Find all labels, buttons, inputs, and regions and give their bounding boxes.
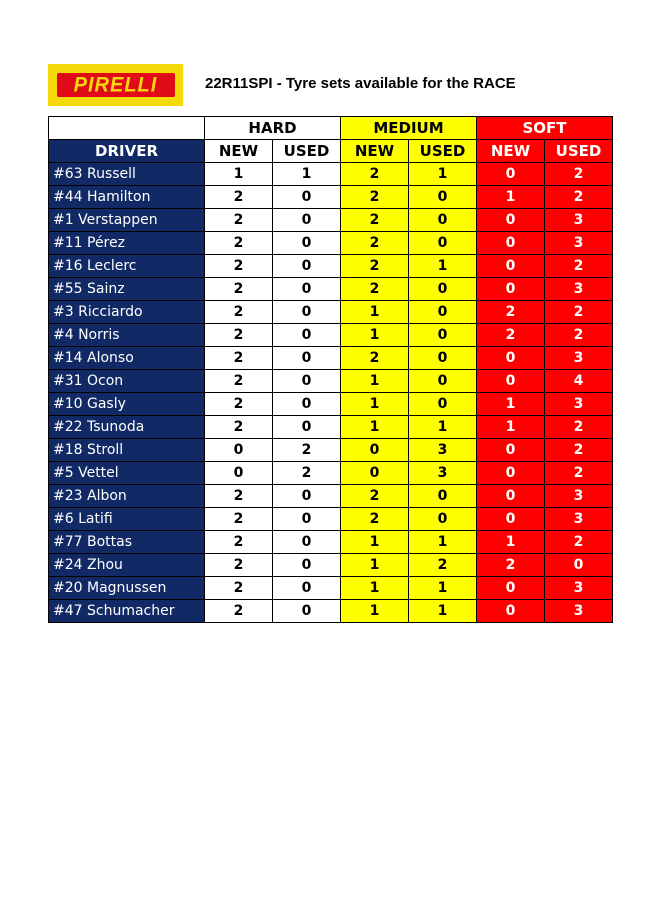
- tyre-sets-table: [48, 116, 613, 623]
- pirelli-logo-text: PIRELLI: [73, 72, 158, 97]
- hard-new-cell: 2: [205, 554, 273, 577]
- hard-new-cell: 2: [205, 232, 273, 255]
- medium-new-cell: 2: [341, 255, 409, 278]
- pirelli-logo-badge: [57, 73, 175, 97]
- hard-compound-header: HARD: [205, 117, 341, 140]
- soft-new-cell: 1: [477, 186, 545, 209]
- soft-new-header: NEW: [477, 140, 545, 163]
- medium-new-cell: 2: [341, 347, 409, 370]
- hard-used-cell: 1: [273, 163, 341, 186]
- medium-used-cell: 1: [409, 416, 477, 439]
- driver-column-header: DRIVER: [49, 140, 205, 163]
- soft-new-cell: 0: [477, 462, 545, 485]
- driver-rows: [49, 163, 613, 623]
- hard-new-cell: 2: [205, 186, 273, 209]
- hard-new-cell: 2: [205, 347, 273, 370]
- driver-name-cell: #44 Hamilton: [49, 186, 205, 209]
- soft-new-cell: 1: [477, 393, 545, 416]
- driver-name-cell: #23 Albon: [49, 485, 205, 508]
- hard-new-cell: 2: [205, 508, 273, 531]
- medium-used-cell: 0: [409, 232, 477, 255]
- soft-new-cell: 0: [477, 255, 545, 278]
- hard-new-cell: 2: [205, 393, 273, 416]
- medium-new-cell: 2: [341, 508, 409, 531]
- hard-new-cell: 0: [205, 439, 273, 462]
- medium-used-cell: 0: [409, 347, 477, 370]
- hard-new-cell: 2: [205, 255, 273, 278]
- medium-compound-header: MEDIUM: [341, 117, 477, 140]
- driver-name-cell: #1 Verstappen: [49, 209, 205, 232]
- soft-used-cell: 2: [545, 439, 613, 462]
- soft-new-cell: 1: [477, 531, 545, 554]
- hard-new-cell: 2: [205, 531, 273, 554]
- medium-new-cell: 2: [341, 186, 409, 209]
- medium-new-header: NEW: [341, 140, 409, 163]
- driver-row: [49, 554, 613, 577]
- driver-row: [49, 462, 613, 485]
- soft-compound-header: SOFT: [477, 117, 613, 140]
- hard-used-cell: 0: [273, 577, 341, 600]
- driver-row: [49, 600, 613, 623]
- soft-used-cell: 2: [545, 301, 613, 324]
- hard-used-cell: 0: [273, 301, 341, 324]
- driver-name-cell: #10 Gasly: [49, 393, 205, 416]
- driver-row: [49, 163, 613, 186]
- medium-new-cell: 1: [341, 393, 409, 416]
- soft-used-header: USED: [545, 140, 613, 163]
- medium-used-header: USED: [409, 140, 477, 163]
- medium-used-cell: 1: [409, 531, 477, 554]
- column-header-row: [49, 140, 613, 163]
- medium-used-cell: 0: [409, 186, 477, 209]
- driver-name-cell: #16 Leclerc: [49, 255, 205, 278]
- driver-row: [49, 278, 613, 301]
- medium-new-cell: 0: [341, 462, 409, 485]
- driver-row: [49, 439, 613, 462]
- medium-used-cell: 1: [409, 600, 477, 623]
- soft-new-cell: 2: [477, 324, 545, 347]
- hard-used-cell: 0: [273, 485, 341, 508]
- medium-used-cell: 1: [409, 577, 477, 600]
- soft-new-cell: 0: [477, 278, 545, 301]
- soft-used-cell: 3: [545, 508, 613, 531]
- soft-new-cell: 0: [477, 485, 545, 508]
- driver-row: [49, 324, 613, 347]
- soft-used-cell: 3: [545, 209, 613, 232]
- driver-row: [49, 577, 613, 600]
- compound-header-row: [49, 117, 613, 140]
- hard-used-cell: 2: [273, 462, 341, 485]
- driver-name-cell: #4 Norris: [49, 324, 205, 347]
- driver-row: [49, 301, 613, 324]
- soft-used-cell: 2: [545, 255, 613, 278]
- soft-used-cell: 2: [545, 462, 613, 485]
- hard-used-cell: 0: [273, 324, 341, 347]
- soft-new-cell: 0: [477, 508, 545, 531]
- medium-used-cell: 2: [409, 554, 477, 577]
- hard-new-cell: 2: [205, 370, 273, 393]
- medium-used-cell: 0: [409, 393, 477, 416]
- medium-used-cell: 1: [409, 255, 477, 278]
- medium-new-cell: 1: [341, 600, 409, 623]
- soft-new-cell: 0: [477, 370, 545, 393]
- hard-used-cell: 0: [273, 600, 341, 623]
- soft-new-cell: 1: [477, 416, 545, 439]
- hard-new-cell: 2: [205, 416, 273, 439]
- soft-new-cell: 0: [477, 163, 545, 186]
- driver-name-cell: #24 Zhou: [49, 554, 205, 577]
- medium-used-cell: 0: [409, 508, 477, 531]
- soft-used-cell: 0: [545, 554, 613, 577]
- driver-row: [49, 370, 613, 393]
- soft-used-cell: 2: [545, 163, 613, 186]
- medium-used-cell: 0: [409, 324, 477, 347]
- soft-new-cell: 0: [477, 600, 545, 623]
- soft-used-cell: 4: [545, 370, 613, 393]
- hard-used-cell: 0: [273, 209, 341, 232]
- medium-used-cell: 0: [409, 209, 477, 232]
- medium-used-cell: 0: [409, 485, 477, 508]
- hard-used-cell: 0: [273, 370, 341, 393]
- driver-name-cell: #31 Ocon: [49, 370, 205, 393]
- medium-new-cell: 1: [341, 370, 409, 393]
- medium-used-cell: 1: [409, 163, 477, 186]
- soft-new-cell: 0: [477, 209, 545, 232]
- driver-row: [49, 255, 613, 278]
- soft-new-cell: 0: [477, 232, 545, 255]
- hard-used-cell: 0: [273, 531, 341, 554]
- driver-name-cell: #47 Schumacher: [49, 600, 205, 623]
- medium-new-cell: 1: [341, 301, 409, 324]
- medium-new-cell: 1: [341, 531, 409, 554]
- soft-new-cell: 0: [477, 439, 545, 462]
- driver-row: [49, 209, 613, 232]
- hard-used-cell: 0: [273, 393, 341, 416]
- hard-new-cell: 2: [205, 600, 273, 623]
- soft-used-cell: 3: [545, 278, 613, 301]
- soft-used-cell: 3: [545, 232, 613, 255]
- driver-row: [49, 531, 613, 554]
- medium-new-cell: 1: [341, 416, 409, 439]
- document-title: 22R11SPI - Tyre sets available for the RACE: [205, 75, 516, 92]
- medium-new-cell: 2: [341, 485, 409, 508]
- driver-name-cell: #63 Russell: [49, 163, 205, 186]
- soft-new-cell: 0: [477, 347, 545, 370]
- soft-used-cell: 3: [545, 577, 613, 600]
- driver-name-cell: #18 Stroll: [49, 439, 205, 462]
- hard-new-cell: 2: [205, 209, 273, 232]
- soft-used-cell: 2: [545, 324, 613, 347]
- medium-new-cell: 1: [341, 324, 409, 347]
- pirelli-logo: [48, 64, 183, 106]
- medium-used-cell: 0: [409, 370, 477, 393]
- driver-row: [49, 416, 613, 439]
- soft-new-cell: 0: [477, 577, 545, 600]
- hard-new-cell: 2: [205, 324, 273, 347]
- hard-new-cell: 0: [205, 462, 273, 485]
- soft-used-cell: 3: [545, 393, 613, 416]
- soft-used-cell: 3: [545, 485, 613, 508]
- hard-used-cell: 0: [273, 186, 341, 209]
- hard-new-cell: 1: [205, 163, 273, 186]
- medium-used-cell: 0: [409, 301, 477, 324]
- soft-used-cell: 3: [545, 600, 613, 623]
- driver-row: [49, 485, 613, 508]
- driver-row: [49, 393, 613, 416]
- hard-used-cell: 2: [273, 439, 341, 462]
- medium-new-cell: 2: [341, 209, 409, 232]
- medium-new-cell: 2: [341, 278, 409, 301]
- driver-name-cell: #14 Alonso: [49, 347, 205, 370]
- driver-name-cell: #3 Ricciardo: [49, 301, 205, 324]
- hard-new-cell: 2: [205, 577, 273, 600]
- driver-name-cell: #22 Tsunoda: [49, 416, 205, 439]
- medium-new-cell: 0: [341, 439, 409, 462]
- medium-new-cell: 1: [341, 554, 409, 577]
- soft-new-cell: 2: [477, 301, 545, 324]
- soft-used-cell: 3: [545, 347, 613, 370]
- driver-row: [49, 347, 613, 370]
- hard-used-cell: 0: [273, 255, 341, 278]
- medium-new-cell: 2: [341, 232, 409, 255]
- soft-used-cell: 2: [545, 186, 613, 209]
- driver-row: [49, 232, 613, 255]
- soft-used-cell: 2: [545, 531, 613, 554]
- hard-new-header: NEW: [205, 140, 273, 163]
- medium-used-cell: 3: [409, 439, 477, 462]
- driver-name-cell: #5 Vettel: [49, 462, 205, 485]
- hard-new-cell: 2: [205, 278, 273, 301]
- medium-used-cell: 3: [409, 462, 477, 485]
- hard-new-cell: 2: [205, 301, 273, 324]
- hard-used-cell: 0: [273, 347, 341, 370]
- driver-name-cell: #20 Magnussen: [49, 577, 205, 600]
- driver-name-cell: #6 Latifi: [49, 508, 205, 531]
- hard-used-cell: 0: [273, 278, 341, 301]
- soft-new-cell: 2: [477, 554, 545, 577]
- medium-new-cell: 1: [341, 577, 409, 600]
- soft-used-cell: 2: [545, 416, 613, 439]
- hard-used-cell: 0: [273, 554, 341, 577]
- hard-new-cell: 2: [205, 485, 273, 508]
- hard-used-cell: 0: [273, 416, 341, 439]
- hard-used-header: USED: [273, 140, 341, 163]
- driver-name-cell: #77 Bottas: [49, 531, 205, 554]
- hard-used-cell: 0: [273, 508, 341, 531]
- medium-new-cell: 2: [341, 163, 409, 186]
- driver-row: [49, 186, 613, 209]
- hard-used-cell: 0: [273, 232, 341, 255]
- header-blank-cell: [49, 117, 205, 140]
- driver-name-cell: #55 Sainz: [49, 278, 205, 301]
- driver-row: [49, 508, 613, 531]
- medium-used-cell: 0: [409, 278, 477, 301]
- driver-name-cell: #11 Pérez: [49, 232, 205, 255]
